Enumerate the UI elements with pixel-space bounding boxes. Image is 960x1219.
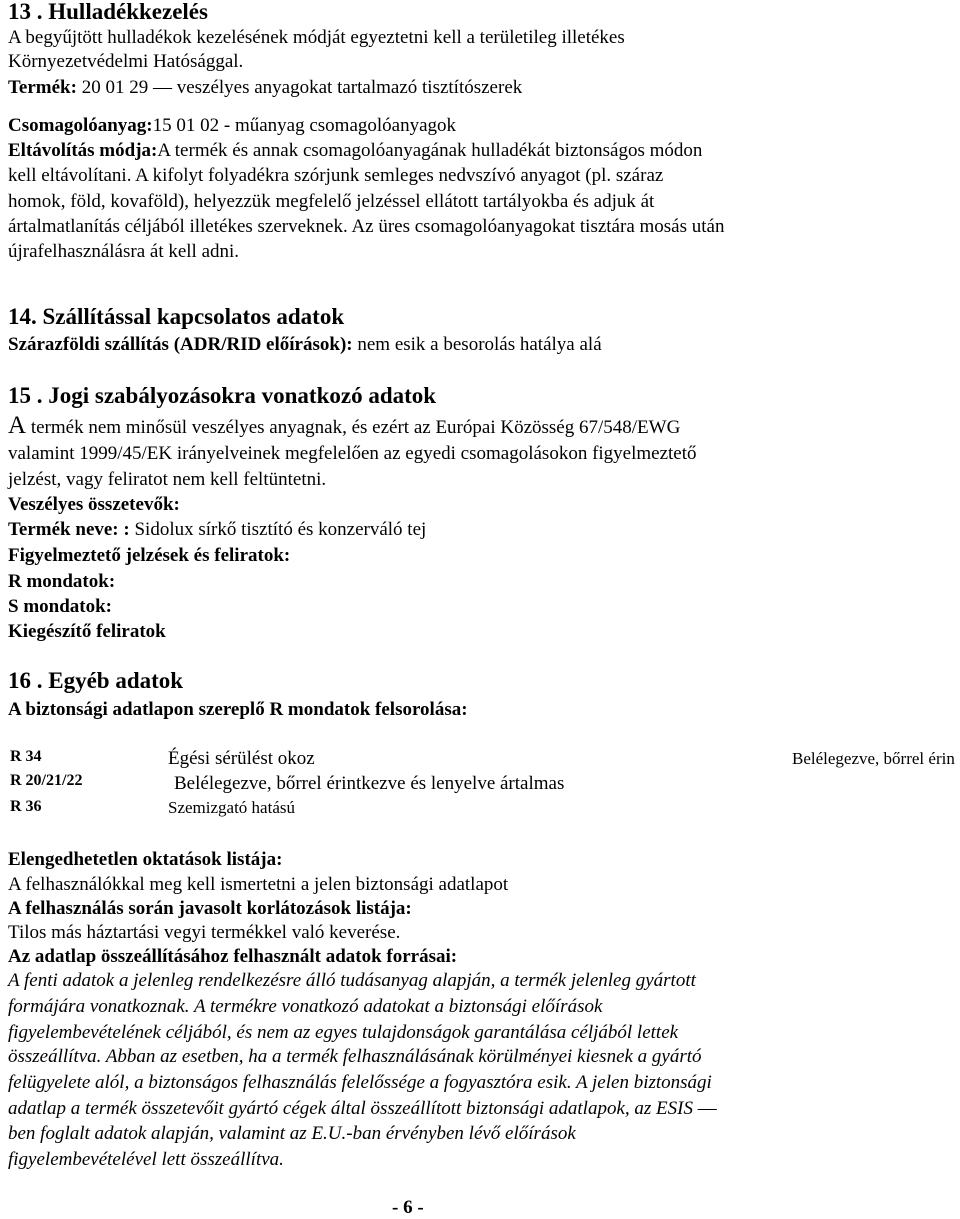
- r-phrases-label: R mondatok:: [8, 571, 116, 592]
- sources-line: felügyelete alól, a biztonságos felhasználás felelőssége a fogyasztóra esik. A jelen biztonsági: [8, 1072, 712, 1093]
- r-phrase-text: Szemizgató hatású: [168, 798, 295, 817]
- transport-label: Szárazföldi szállítás (ADR/RID előírások):: [8, 334, 353, 355]
- sources-line: összeállítva. Abban az esetben, ha a termék felhasználásának körülményei kiesnek a gyártó: [8, 1046, 702, 1067]
- removal-label: Eltávolítás módja:: [8, 140, 158, 161]
- transport-value: nem esik a besorolás hatálya alá: [357, 334, 602, 355]
- sources-line: formájára vonatkoznak. A termékre vonatkozó adatokat a biztonsági előírások: [8, 996, 603, 1017]
- s15-text-line-3: jelzést, vagy feliratot nem kell feltüntetni.: [8, 469, 327, 490]
- training-value: A felhasználókkal meg kell ismertetni a jelen biztonsági adatlapot: [8, 874, 509, 895]
- page-number: - 6 -: [392, 1197, 424, 1218]
- restrictions-value: Tilos más háztartási vegyi termékkel való keverése.: [8, 922, 401, 943]
- sources-label: Az adatlap összeállításához felhasznált adatok forrásai:: [8, 946, 458, 967]
- r-phrase-text: Belélegezve, bőrrel érintkezve és lenyelve ártalmas: [174, 773, 565, 794]
- s13-packaging-line: [8, 114, 456, 138]
- s15-text-1: termék nem minősül veszélyes anyagnak, és ezért az Európai Közösség 67/548/EWG: [26, 417, 681, 438]
- packaging-label: Csomagolóanyag:: [8, 115, 153, 136]
- s13-removal-line-4: ártalmatlanítás céljából illetékes szerveknek. Az üres csomagolóanyagokat tisztára mosás után: [8, 216, 725, 237]
- warning-labels-heading: Figyelmeztető jelzések és feliratok:: [8, 545, 291, 566]
- sources-line: adatlap a termék összetevőit gyártó cégek által összeállított biztonsági adatlapok, az ESIS ―: [8, 1098, 717, 1119]
- s14-transport-line: [8, 333, 602, 357]
- training-label: Elengedhetetlen oktatások listája:: [8, 849, 283, 870]
- s13-intro-line-2: Környezetvédelmi Hatósággal.: [8, 51, 244, 72]
- r-phrase-code: R 20/21/22: [10, 772, 83, 789]
- product-value: 20 01 29 ― veszélyes anyagokat tartalmazó tisztítószerek: [81, 77, 523, 98]
- s13-removal-line-3: homok, föld, kovaföld), helyezzük megfelelő jelzéssel ellátott tartályokba és adjuk át: [8, 191, 655, 212]
- s13-removal-line-2: kell eltávolítani. A kifolyt folyadékra szórjunk semleges nedvszívó anyagot (pl. száraz: [8, 165, 664, 186]
- packaging-value: 15 01 02 - műanyag csomagolóanyagok: [152, 115, 457, 136]
- r-list-heading: A biztonsági adatlapon szereplő R mondatok felsorolása:: [8, 699, 468, 720]
- s-phrases-label: S mondatok:: [8, 596, 112, 617]
- sources-line: A fenti adatok a jelenleg rendelkezésre álló tudásanyag alapján, a termék jelenleg gyártott: [8, 970, 696, 991]
- overflow-text: Belélegezve, bőrrel érin: [792, 749, 955, 768]
- product-label: Termék:: [8, 77, 77, 98]
- section-15-title: 15 . Jogi szabályozásokra vonatkozó adatok: [8, 383, 437, 408]
- restrictions-label: A felhasználás során javasolt korlátozások listája:: [8, 898, 412, 919]
- section-13-title: 13 . Hulladékkezelés: [8, 0, 208, 24]
- sources-line: ben foglalt adatok alapján, valamint az E.U.-ban érvényben lévő előírások: [8, 1123, 576, 1144]
- product-name-value: Sidolux sírkő tisztító és konzerváló tej: [129, 519, 427, 540]
- r-phrase-code: R 34: [10, 748, 42, 765]
- product-name-label: Termék neve: :: [8, 519, 130, 540]
- hazardous-components-label: Veszélyes összetevők:: [8, 494, 180, 515]
- s13-product-line: [8, 76, 522, 100]
- section-16-title: 16 . Egyéb adatok: [8, 668, 184, 693]
- r-phrase-text: Égési sérülést okoz: [168, 748, 315, 769]
- sources-line: figyelembevételének céljából, és nem az egyes tulajdonságok garantálása céljából lettek: [8, 1022, 679, 1043]
- s13-removal-line-5: újrafelhasználásra át kell adni.: [8, 241, 240, 262]
- product-name-line: [8, 518, 426, 542]
- s15-text-line-2: valamint 1999/45/EK irányelveinek megfelelően az egyedi csomagolásokon figyelmeztető: [8, 443, 697, 464]
- sources-line: figyelembevételével lett összeállítva.: [8, 1149, 284, 1170]
- section-14-title: 14. Szállítással kapcsolatos adatok: [8, 304, 345, 329]
- s13-intro-line-1: A begyűjtött hulladékok kezelésének módját egyeztetni kell a területileg illetékes: [8, 27, 625, 48]
- s13-removal-line: [8, 139, 702, 163]
- drop-cap: A: [8, 412, 27, 439]
- supplementary-labels-heading: Kiegészítő feliratok: [8, 621, 166, 642]
- removal-value: A termék és annak csomagolóanyagának hulladékát biztonságos módon: [157, 140, 703, 161]
- r-phrase-code: R 36: [10, 798, 42, 815]
- s15-text-line-1: [8, 414, 680, 440]
